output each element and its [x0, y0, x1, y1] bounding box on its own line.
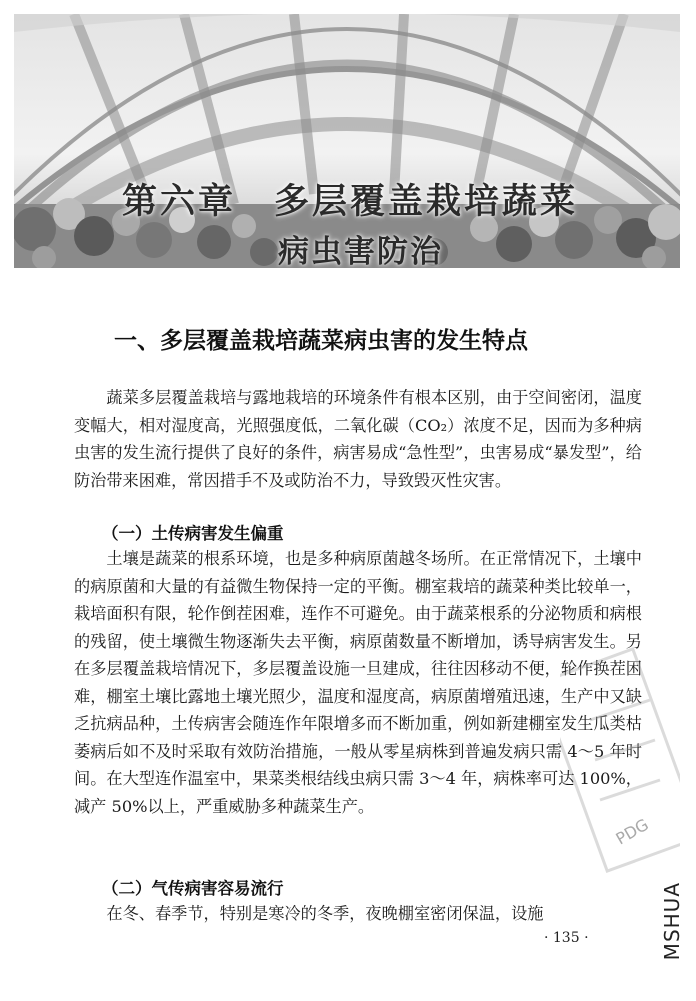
- intro-paragraph: 蔬菜多层覆盖栽培与露地栽培的环境条件有根本区别，由于空间密闭，温度变幅大，相对湿度高，光照强度低，二氧化碳（CO₂）浓度不足，因而为多种病虫害的发生流行提供了良好的条件，病害易成“急性型”，虫害易成“暴发型”，给防治带来困难，常因措手不及或防治不力，导致毁灭性灾害。: [74, 388, 642, 490]
- side-mark: MSHUA: [660, 882, 684, 961]
- subsection-heading-soil: （一）土传病害发生偏重: [102, 524, 284, 543]
- subsection-heading-air: （二）气传病害容易流行: [102, 879, 284, 898]
- page-number: · 135 ·: [544, 930, 589, 946]
- chapter-banner: [14, 14, 680, 268]
- pdg-watermark: [560, 640, 680, 880]
- watermark-label: PDG: [612, 814, 652, 849]
- air-paragraph: 在冬、春季节，特别是寒冷的冬季，夜晚棚室密闭保温，设施: [106, 904, 544, 923]
- section-heading: 一、多层覆盖栽培蔬菜病虫害的发生特点: [114, 328, 528, 354]
- soil-paragraph: 土壤是蔬菜的根系环境，也是多种病原菌越冬场所。在正常情况下，土壤中的病原菌和大量的有益微生物保持一定的平衡。棚室栽培的蔬菜种类比较单一，栽培面积有限，轮作倒茬困难，连作不可避免。由于蔬菜根系的分泌物质和病根的残留，使土壤微生物逐渐失去平衡，病原菌数量不断增加，诱导病害发生。另在多层覆盖栽培情况下，多层覆盖设施一旦建成，往往因移动不便，轮作换茬困难，棚室土壤比露地土壤光照少，温度和湿度高，病原菌增殖迅速，生产中又缺乏抗病品种，土传病害会随连作年限增多而不断加重，例如新建棚室发生瓜类枯萎病后如不及时采取有效防治措施，一般从零星病株到普遍发病只需 4～5 年时间。在大型连作温室中，果菜类根结线虫病只需 3～4 年，病株率可达 100%，减产 50%以上，严重威胁多种蔬菜生产。: [74, 549, 642, 816]
- chapter-title: 第六章 多层覆盖栽培蔬菜: [122, 181, 579, 222]
- chapter-subtitle: 病虫害防治: [278, 234, 443, 268]
